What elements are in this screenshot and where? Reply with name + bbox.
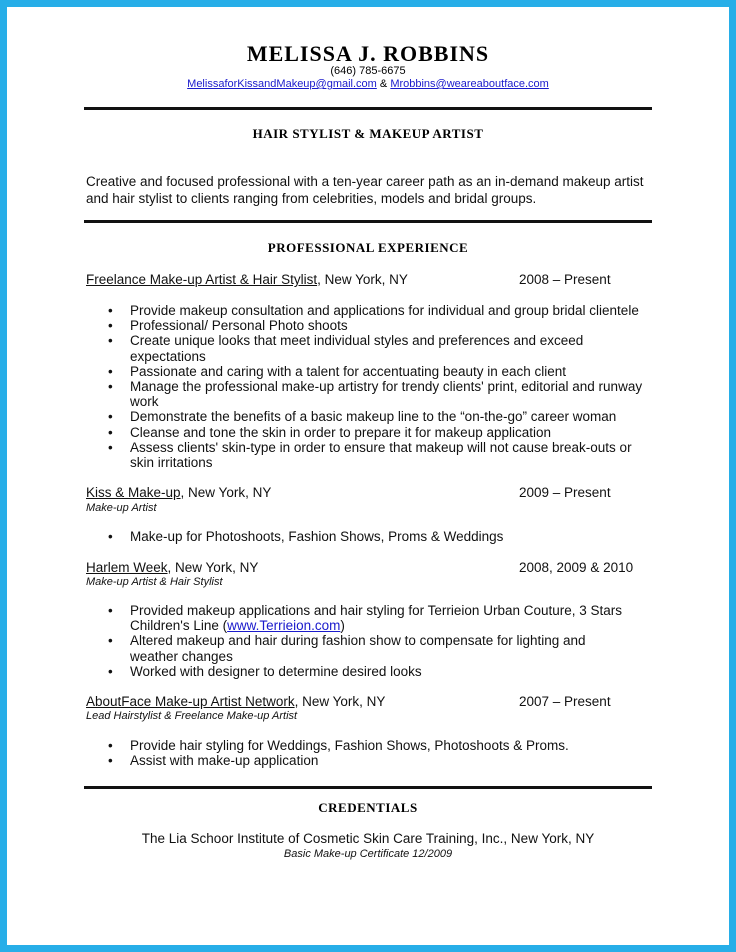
email-link-secondary[interactable]: Mrobbins@weareaboutface.com (390, 78, 549, 90)
list-item: • Cleanse and tone the skin in order to prepare it for makeup application (108, 425, 648, 440)
job-dates: 2009 – Present (519, 485, 611, 500)
job-location: , New York, NY (294, 694, 386, 709)
list-item: • Passionate and caring with a talent for accentuating beauty in each client (108, 364, 648, 379)
job-organization: Kiss & Make-up (86, 485, 181, 500)
list-item-text: Children's Line ( (130, 618, 228, 634)
job-organization: Harlem Week (86, 560, 168, 575)
list-item (108, 603, 628, 633)
job-heading (86, 485, 271, 500)
job-role: Make-up Artist & Hair Stylist (86, 576, 223, 588)
job-location: , New York, NY (317, 272, 408, 287)
job-bullet-list (108, 303, 648, 470)
credential-certificate: Basic Make-up Certificate 12/2009 (283, 848, 453, 860)
summary-line: and hair stylist to clients ranging from celebrities, models and bridal groups. (86, 191, 537, 206)
job-dates: 2007 – Present (519, 694, 611, 709)
job-organization: AboutFace Make-up Artist Network (86, 694, 295, 709)
job-role: Lead Hairstylist & Freelance Make-up Artist (86, 710, 298, 722)
list-item: • Assist with make-up application (108, 753, 648, 768)
job-bullet-list (108, 529, 648, 544)
list-item: • Provide hair styling for Weddings, Fashion Shows, Photoshoots & Proms. (108, 738, 648, 753)
job-dates: 2008 – Present (519, 272, 611, 287)
job-heading (86, 694, 385, 709)
headline-title: HAIR STYLIST & MAKEUP ARTIST (252, 126, 484, 141)
candidate-name: MELISSA J. ROBBINS (246, 41, 490, 66)
list-item-text: Provided makeup applications and hair styling for Terrieion Urban Couture, 3 Stars (130, 603, 623, 618)
list-item: • Provide makeup consultation and applications for individual and group bridal clientele (108, 303, 648, 318)
list-item-text: ) (340, 618, 345, 634)
job-role: Make-up Artist (86, 502, 157, 514)
job-bullet-list (108, 603, 628, 679)
list-item: • Create unique looks that meet individual styles and preferences and exceed expectations (108, 333, 648, 363)
divider-rule (84, 107, 652, 110)
job-location: , New York, NY (180, 485, 272, 500)
list-item: • Manage the professional make-up artistry for trendy clients' print, editorial and runway work (108, 379, 648, 409)
credentials-section-title: CREDENTIALS (318, 800, 418, 815)
list-item: • Altered makeup and hair during fashion show to compensate for lighting and weather changes (108, 633, 628, 663)
job-location: , New York, NY (167, 560, 259, 575)
list-item: • Assess clients' skin-type in order to ensure that makeup will not cause break-outs or skin irritations (108, 440, 648, 470)
job-dates: 2008, 2009 & 2010 (519, 560, 634, 575)
divider-rule (84, 786, 652, 789)
contact-emails (0, 78, 736, 90)
job-organization: Freelance Make-up Artist & Hair Stylist (86, 272, 318, 287)
email-link-primary[interactable]: MelissaforKissandMakeup@gmail.com (187, 78, 377, 90)
job-heading (86, 560, 258, 575)
list-item: • Make-up for Photoshoots, Fashion Shows, Proms & Weddings (108, 529, 648, 544)
job-heading (86, 272, 408, 287)
experience-section-title: PROFESSIONAL EXPERIENCE (267, 240, 469, 255)
list-item: • Demonstrate the benefits of a basic makeup line to the “on-the-go” career woman (108, 409, 648, 424)
email-separator: & (379, 78, 388, 90)
credential-school: The Lia Schoor Institute of Cosmetic Skin Care Training, Inc., New York, NY (141, 831, 595, 846)
job-bullet-list (108, 738, 648, 768)
list-item: • Professional/ Personal Photo shoots (108, 318, 648, 333)
list-item: • Worked with designer to determine desired looks (108, 664, 628, 679)
divider-rule (84, 220, 652, 223)
phone-number: (646) 785-6675 (330, 65, 406, 77)
summary-line: Creative and focused professional with a ten-year career path as an in-demand makeup artist (86, 174, 644, 189)
website-link[interactable]: www.Terrieion.com (227, 618, 341, 634)
